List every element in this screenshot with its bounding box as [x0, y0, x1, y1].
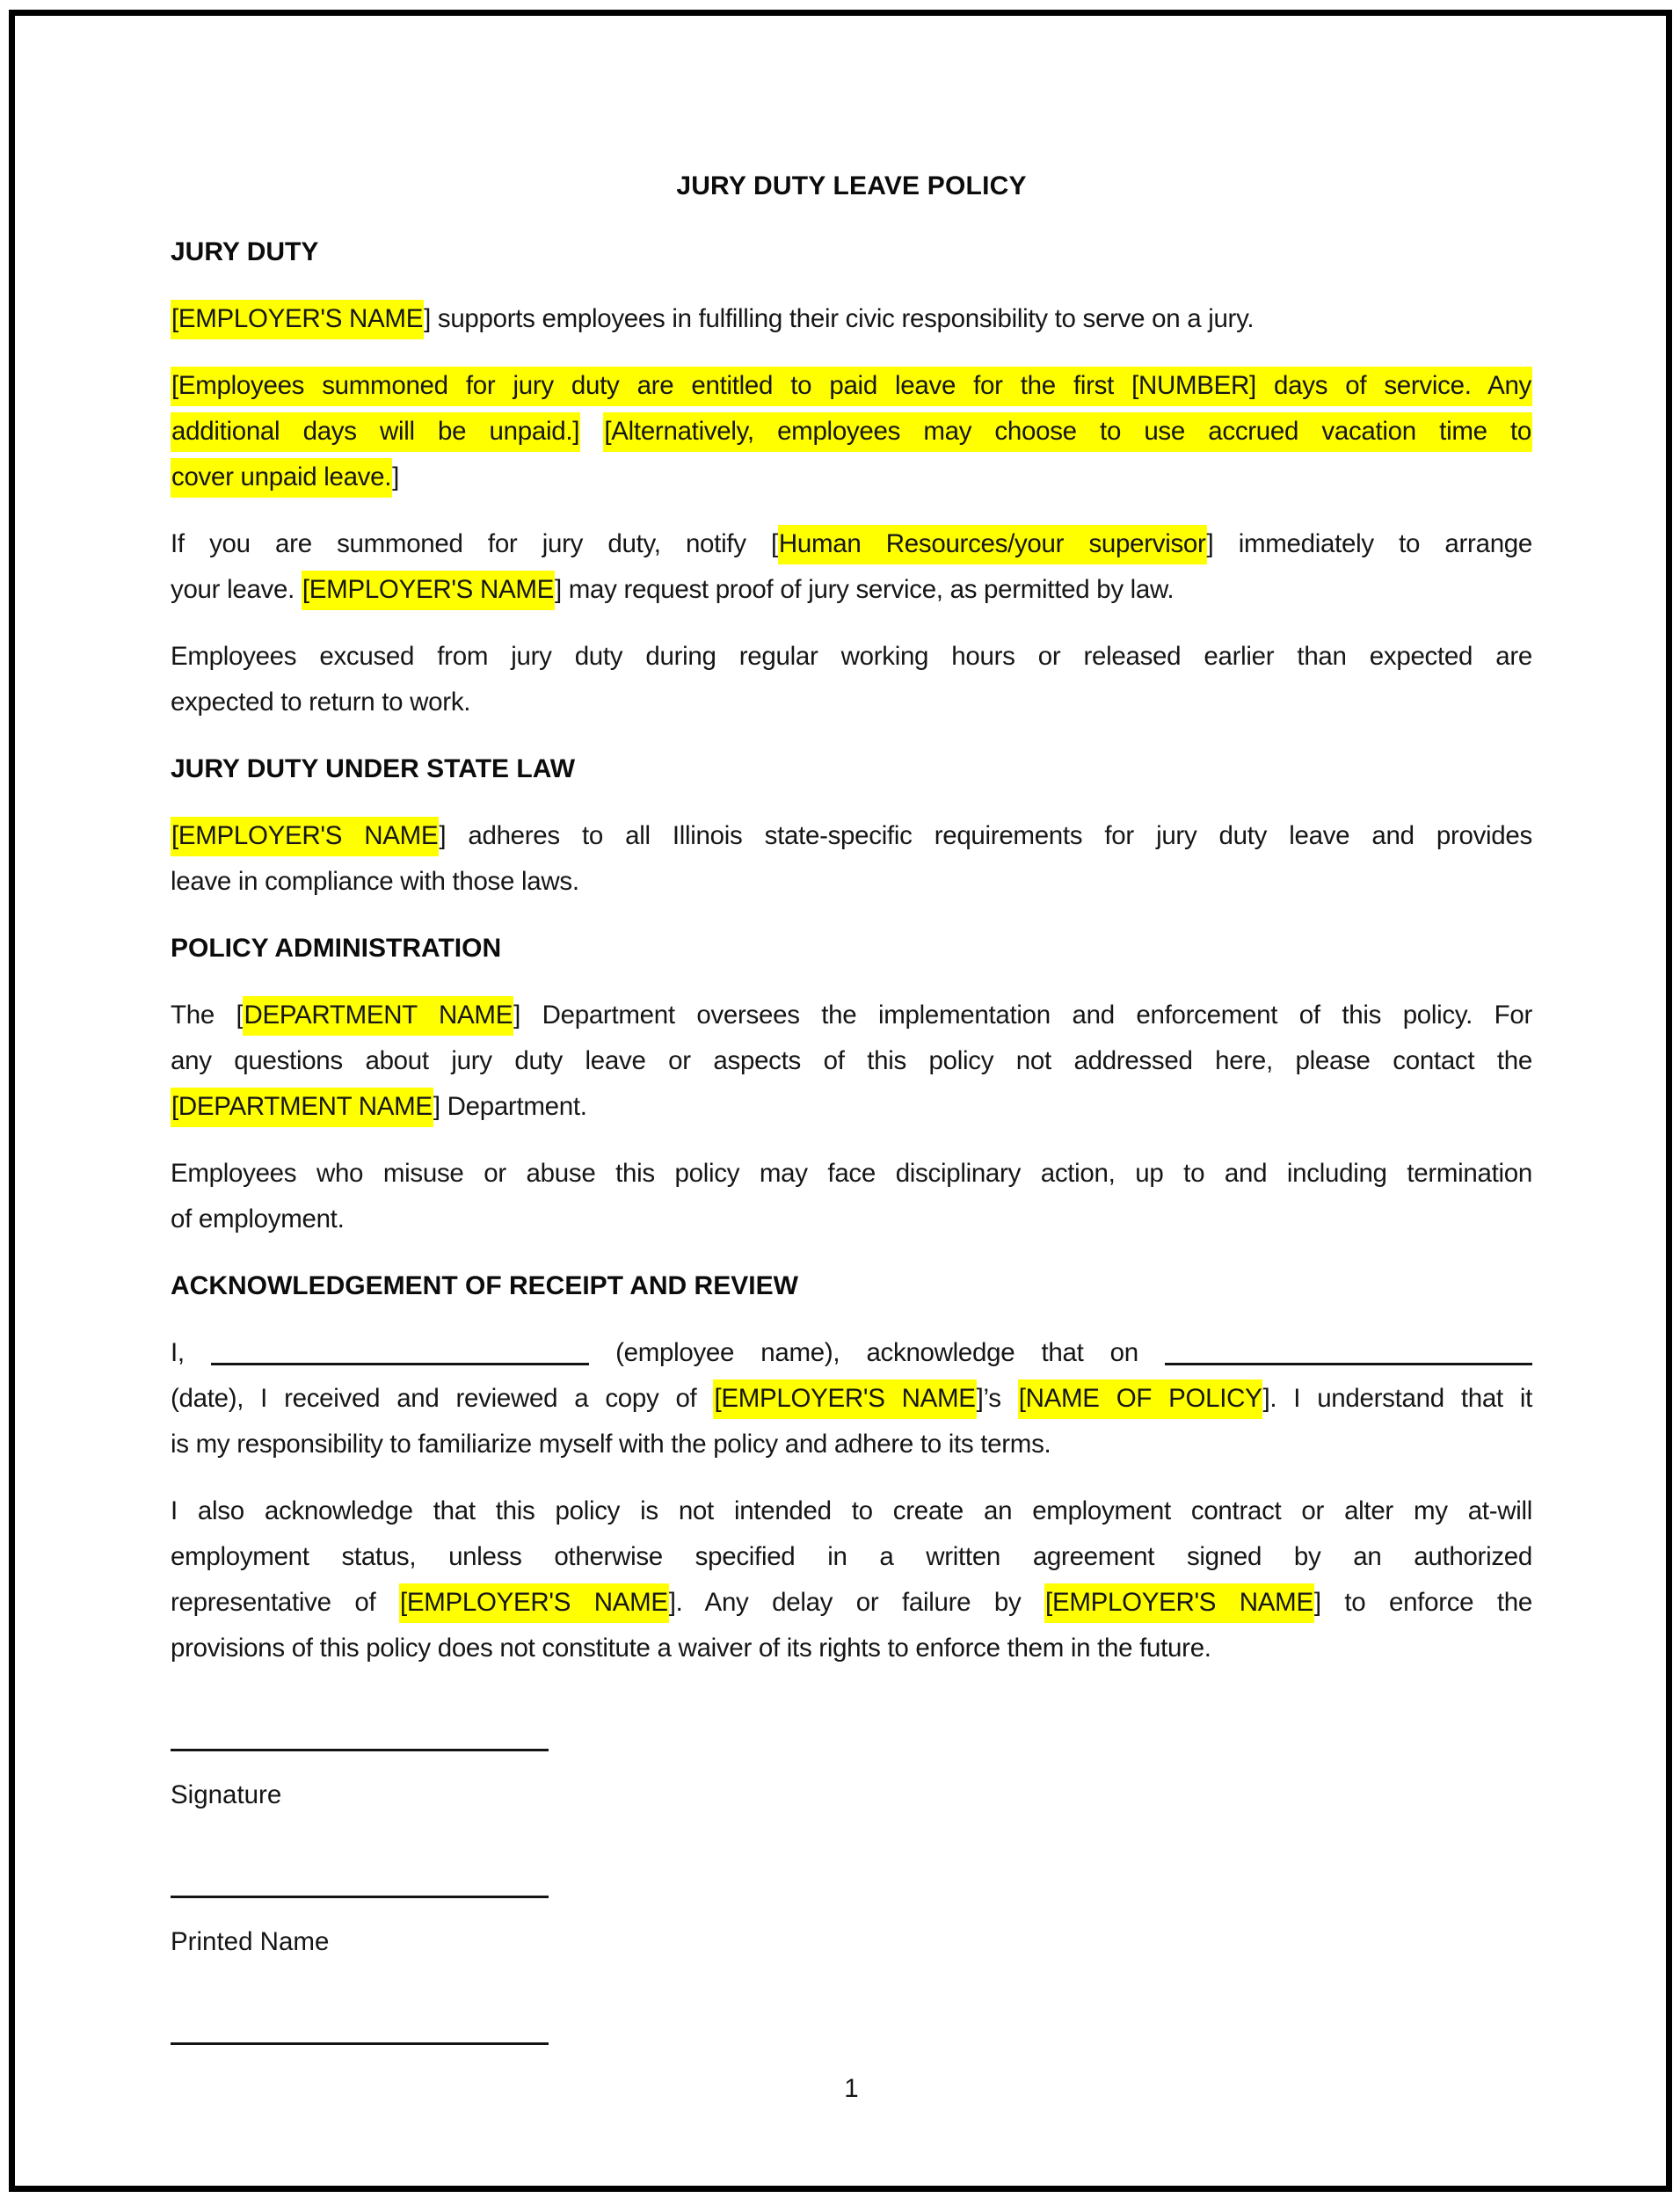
signature-label: Signature	[171, 1780, 282, 1809]
text-run: any questions about jury duty leave or aspects of this policy not addressed here, please contact the	[171, 1046, 1532, 1075]
paragraph	[171, 521, 1532, 613]
text-line	[171, 680, 1532, 725]
text-run: representative of	[171, 1588, 399, 1617]
section-heading: JURY DUTY	[171, 237, 319, 266]
text-line	[171, 1151, 1532, 1197]
signature-line	[171, 1703, 549, 1751]
text-run: ]	[392, 462, 400, 491]
text-run: ]. Any delay or failure by	[668, 1588, 1045, 1617]
highlighted-placeholder: [Alternatively, employees may choose to use accrued vacation time to	[603, 412, 1532, 452]
printed-name-label: Printed Name	[171, 1927, 330, 1956]
paragraph	[171, 1330, 1532, 1467]
text-run: ] immediately to arrange	[1206, 529, 1533, 558]
text-line	[171, 455, 1532, 500]
section-heading: JURY DUTY UNDER STATE LAW	[171, 754, 576, 783]
text-line	[171, 1084, 1532, 1130]
text-line	[171, 859, 1532, 905]
text-line	[171, 1376, 1532, 1422]
section-heading: ACKNOWLEDGEMENT OF RECEIPT AND REVIEW	[171, 1271, 798, 1300]
text-line	[171, 296, 1532, 342]
text-run: is my responsibility to familiarize myself with the policy and adhere to its terms.	[171, 1430, 1051, 1459]
text-line	[171, 1626, 1532, 1671]
text-line	[171, 1038, 1532, 1084]
text-line	[171, 1330, 1532, 1376]
text-line	[171, 409, 1532, 455]
text-run	[580, 417, 603, 446]
text-line	[171, 1422, 1532, 1467]
blank-line	[211, 1359, 589, 1365]
text-line	[171, 1580, 1532, 1626]
text-line	[171, 993, 1532, 1038]
section-heading: POLICY ADMINISTRATION	[171, 934, 502, 963]
text-run: your leave.	[171, 575, 302, 604]
highlighted-placeholder: [Employees summoned for jury duty are entitled to paid leave for the first [NUMBER] days of service. Any	[171, 367, 1532, 406]
text-run: ] Department.	[433, 1092, 587, 1121]
text-run: (date), I received and reviewed a copy of	[171, 1384, 714, 1413]
text-run: ] to enforce the	[1313, 1588, 1532, 1617]
highlighted-placeholder: [EMPLOYER'S NAME	[713, 1379, 976, 1419]
document-blocks	[171, 229, 1532, 2045]
paragraph	[171, 363, 1532, 500]
blank-line	[1165, 1359, 1532, 1365]
text-line	[171, 1197, 1532, 1242]
document-title: JURY DUTY LEAVE POLICY	[676, 171, 1027, 200]
text-run: If you are summoned for jury duty, notify [	[171, 529, 778, 558]
highlighted-placeholder: [EMPLOYER'S NAME	[171, 817, 439, 856]
text-run: expected to return to work.	[171, 688, 471, 717]
text-line	[171, 813, 1532, 859]
highlighted-placeholder: Human Resources/your supervisor	[778, 525, 1207, 564]
highlighted-placeholder: DEPARTMENT NAME	[243, 996, 513, 1036]
text-run: of employment.	[171, 1205, 345, 1234]
text-run: I also acknowledge that this policy is not intended to create an employment contract or alter my at-will	[171, 1496, 1532, 1525]
highlighted-placeholder: cover unpaid leave.	[171, 458, 392, 498]
highlighted-placeholder: [EMPLOYER'S NAME	[1044, 1583, 1314, 1623]
text-run: I,	[171, 1338, 211, 1367]
page-number: 1	[844, 2074, 859, 2103]
text-run: ] adheres to all Illinois state-specific requirements for jury duty leave and provides	[439, 821, 1532, 850]
highlighted-placeholder: [EMPLOYER'S NAME	[302, 571, 555, 610]
text-line	[171, 1534, 1532, 1580]
signature-line	[171, 1850, 549, 1898]
text-run: employment status, unless otherwise specified in a written agreement signed by an authorized	[171, 1542, 1532, 1571]
paragraph	[171, 1488, 1532, 1671]
text-run: ] Department oversees the implementation and enforcement of this policy. For	[513, 1001, 1532, 1030]
text-run: ]. I understand that it	[1262, 1384, 1532, 1413]
text-run: The [	[171, 1001, 244, 1030]
text-run: ] supports employees in fulfilling their civic responsibility to serve on a jury.	[424, 304, 1255, 333]
text-run: ]’s	[976, 1384, 1018, 1413]
paragraph	[171, 993, 1532, 1130]
text-line	[171, 567, 1532, 613]
paragraph	[171, 634, 1532, 725]
signature-line	[171, 1997, 549, 2045]
text-run: Employees excused from jury duty during regular working hours or released earlier than expected are	[171, 642, 1532, 671]
text-line	[171, 634, 1532, 680]
text-run: ] may request proof of jury service, as permitted by law.	[554, 575, 1175, 604]
paragraph	[171, 813, 1532, 905]
text-run: leave in compliance with those laws.	[171, 867, 579, 896]
text-line	[171, 521, 1532, 567]
highlighted-placeholder: [EMPLOYER'S NAME	[399, 1583, 669, 1623]
highlighted-placeholder: [DEPARTMENT NAME	[171, 1088, 433, 1127]
paragraph	[171, 296, 1532, 342]
text-line	[171, 363, 1532, 409]
highlighted-placeholder: [NAME OF POLICY	[1018, 1379, 1263, 1419]
text-line	[171, 1488, 1532, 1534]
paragraph	[171, 1151, 1532, 1242]
text-run: provisions of this policy does not constitute a waiver of its rights to enforce them in the future.	[171, 1634, 1211, 1663]
highlighted-placeholder: additional days will be unpaid.]	[171, 412, 580, 452]
highlighted-placeholder: [EMPLOYER'S NAME	[171, 300, 424, 339]
text-run: (employee name), acknowledge that on	[588, 1338, 1165, 1367]
text-run: Employees who misuse or abuse this policy may face disciplinary action, up to and including termination	[171, 1159, 1532, 1188]
